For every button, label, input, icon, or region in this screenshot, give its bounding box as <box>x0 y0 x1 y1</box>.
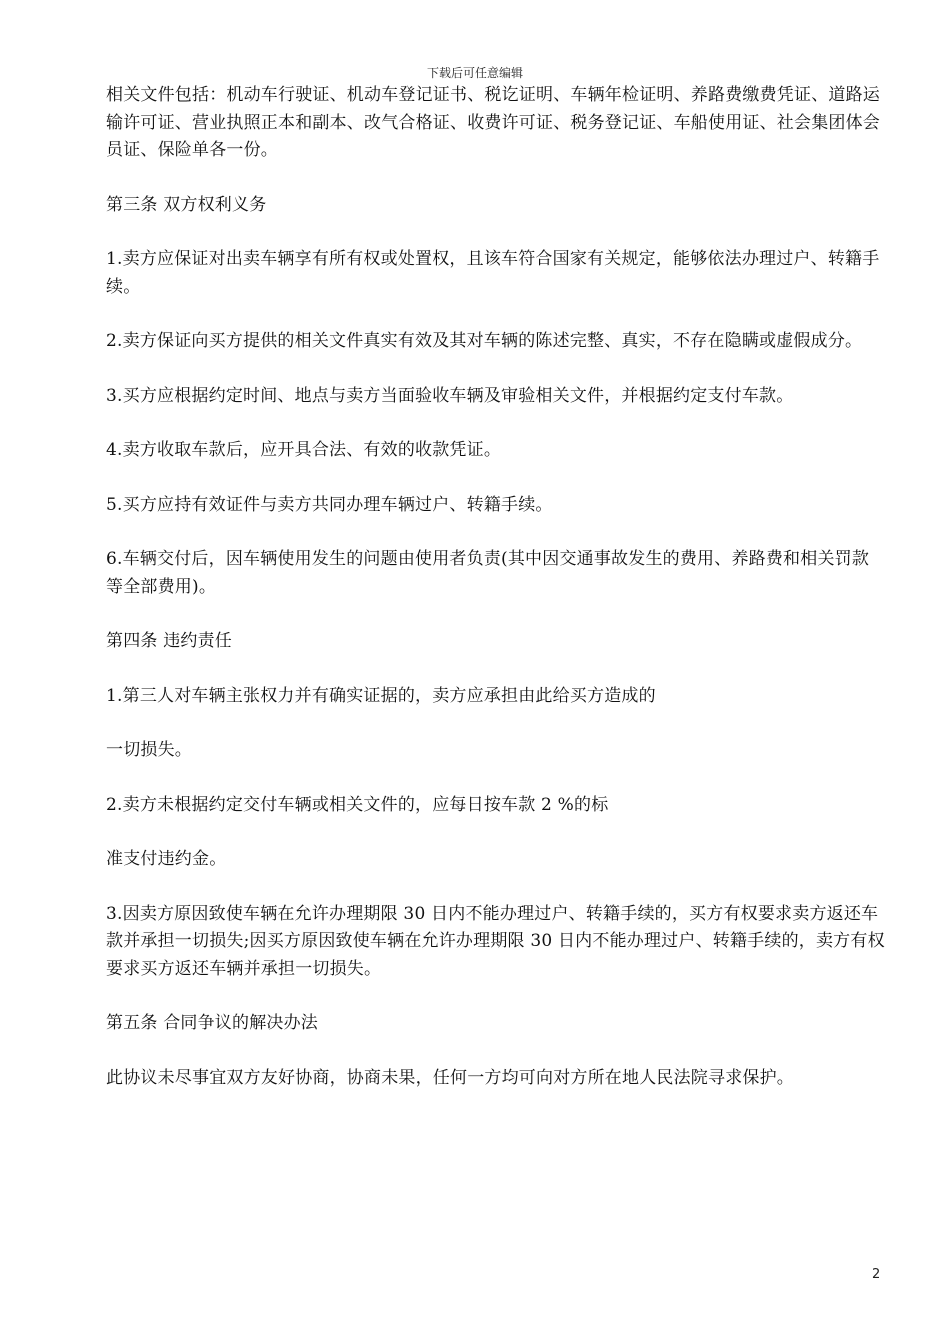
article-4-clause-1-line-1: 1.第三人对车辆主张权力并有确实证据的，卖方应承担由此给买方造成的 <box>106 685 656 706</box>
article-3-clause-1: 1.卖方应保证对出卖车辆享有所有权或处置权，且该车符合国家有关规定，能够依法办理过户、转籍手续。 <box>106 249 880 297</box>
article-4-clause-3: 3.因卖方原因致使车辆在允许办理期限 30 日内不能办理过户、转籍手续的，买方有权要求卖方返还车款并承担一切损失;因买方原因致使车辆在允许办理期限 30 日内不能办理过户、转籍手续的，卖方有权要求买方返还车辆并承担一切损失。 <box>106 903 885 979</box>
section-heading-article-4: 第四条 违约责任 <box>106 631 233 651</box>
section-heading-article-3: 第三条 双方权利义务 <box>106 194 267 215</box>
header-note: 下载后可任意编辑 <box>426 66 523 80</box>
article-3-clause-2: 2.卖方保证向买方提供的相关文件真实有效及其对车辆的陈述完整、真实，不存在隐瞒或虚假成分。 <box>106 331 863 351</box>
document-body <box>106 82 886 1092</box>
article-3-clause-3: 3.买方应根据约定时间、地点与卖方当面验收车辆及审验相关文件，并根据约定支付车款。 <box>106 385 794 406</box>
article-4-clause-1-line-2: 一切损失。 <box>106 740 192 760</box>
section-heading-article-5: 第五条 合同争议的解决办法 <box>106 1013 319 1033</box>
article-3-clause-4: 4.卖方收取车款后，应开具合法、有效的收款凭证。 <box>106 440 502 460</box>
page-number: 2 <box>872 1267 881 1282</box>
article-5-paragraph: 此协议未尽事宜双方友好协商，协商未果，任何一方均可向对方所在地人民法院寻求保护。 <box>106 1067 794 1088</box>
article-4-clause-2-line-2: 准支付违约金。 <box>106 849 227 869</box>
article-3-clause-6: 6.车辆交付后，因车辆使用发生的问题由使用者负责(其中因交通事故发生的费用、养路费和相关罚款等全部费用)。 <box>106 549 870 597</box>
article-4-clause-2-line-1: 2.卖方未根据约定交付车辆或相关文件的，应每日按车款 2 %的标 <box>106 794 609 815</box>
article-3-clause-5: 5.买方应持有效证件与卖方共同办理车辆过户、转籍手续。 <box>106 494 553 515</box>
related-documents-paragraph: 相关文件包括：机动车行驶证、机动车登记证书、税讫证明、车辆年检证明、养路费缴费凭证、道路运输许可证、营业执照正本和副本、改气合格证、收费许可证、税务登记证、车船使用证、社会集团体会员证、保险单各一份。 <box>106 85 880 160</box>
